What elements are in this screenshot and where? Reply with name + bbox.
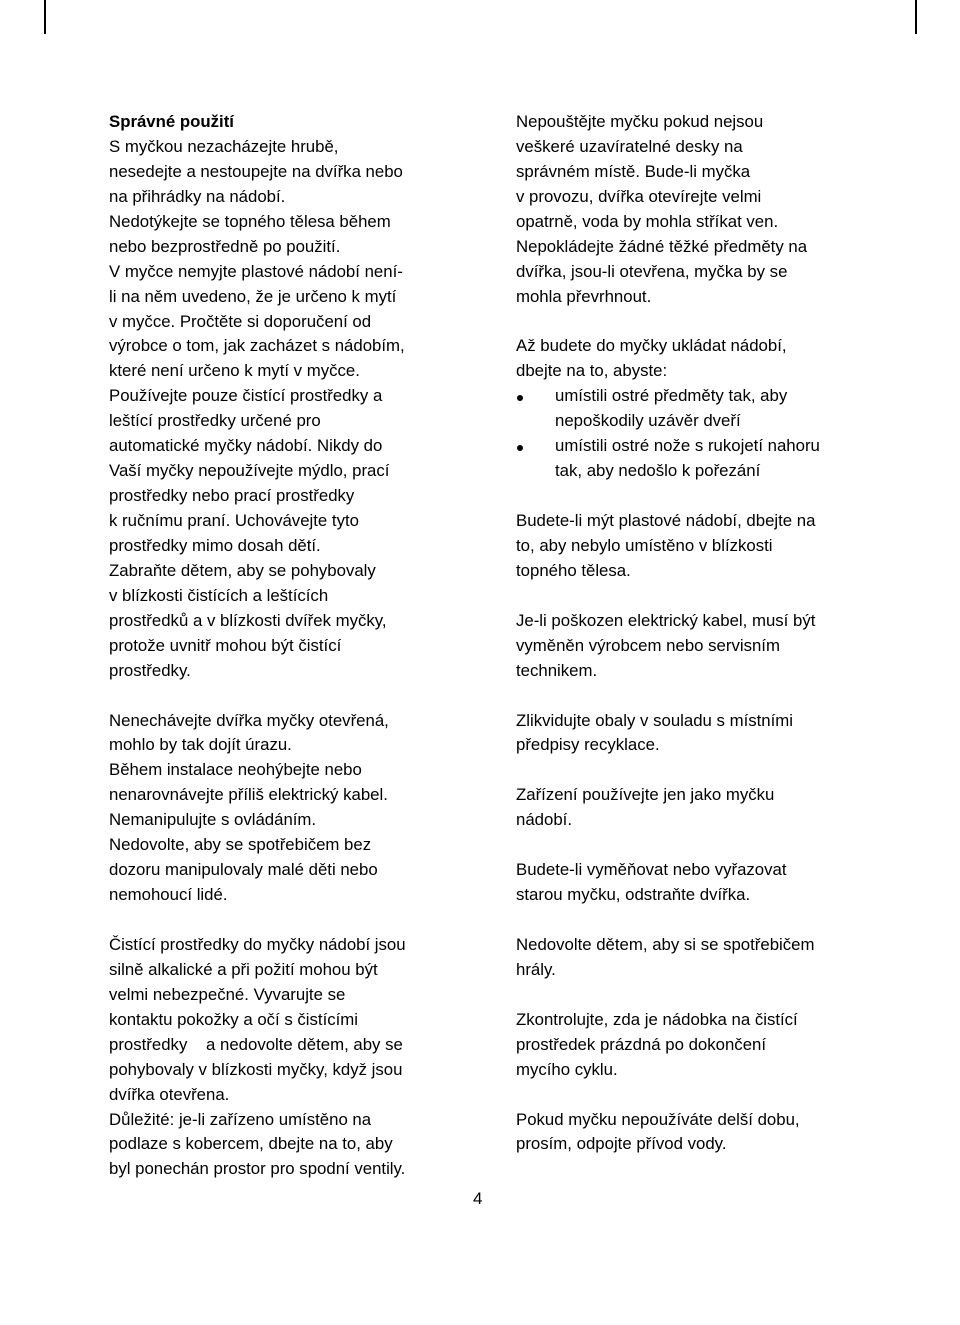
text-line: Je-li poškozen elektrický kabel, musí být xyxy=(516,610,816,630)
text-line: v provozu, dvířka otevírejte velmi xyxy=(516,186,762,206)
page-number: 4 xyxy=(473,1189,483,1208)
text-line: Zabraňte dětem, aby se pohybovaly xyxy=(109,560,376,580)
text-line: Nedovolte dětem, aby si se spotřebičem xyxy=(516,934,815,954)
text-line: starou myčku, odstraňte dvířka. xyxy=(516,885,751,905)
text-line: správném místě. Bude-li myčka xyxy=(516,161,751,181)
section-heading: Správné použití xyxy=(109,112,234,131)
text-line: velmi nebezpečné. Vyvarujte se xyxy=(109,984,346,1004)
text-line: byl ponechán prostor pro spodní ventily. xyxy=(109,1159,406,1179)
text-line: Vaší myčky nepoužívejte mýdlo, prací xyxy=(109,461,390,481)
text-line: S myčkou nezacházejte hrubě, xyxy=(109,136,339,156)
text-line: nádobí. xyxy=(516,810,572,830)
text-line: prostředky nebo prací prostředky xyxy=(109,486,355,506)
text-line: dozoru manipulovaly malé děti nebo xyxy=(109,860,378,880)
text-line: mohla převrhnout. xyxy=(516,286,652,306)
paragraph-gap xyxy=(516,1083,916,1108)
text-line: kontaktu pokožky a očí s čistícími xyxy=(109,1009,359,1029)
text-line: v blízkosti čistících a leštících xyxy=(109,585,329,605)
text-line: vyměněn výrobcem nebo servisním xyxy=(516,635,780,655)
text-line: mohlo by tak dojít úrazu. xyxy=(109,735,292,755)
text-line: Nenechávejte dvířka myčky otevřená, xyxy=(109,710,389,730)
text-line: topného tělesa. xyxy=(516,560,631,580)
bullet-continuation: nepoškodily uzávěr dveří xyxy=(555,411,741,431)
text-line: protože uvnitř mohou být čistící xyxy=(109,635,342,655)
text-line: Budete-li vyměňovat nebo vyřazovat xyxy=(516,860,787,880)
paragraph-gap xyxy=(109,908,469,933)
crop-mark-left xyxy=(44,0,46,34)
text-line: hrály. xyxy=(516,959,556,979)
text-line: Zařízení používejte jen jako myčku xyxy=(516,785,775,805)
bullet-text: umístili ostré předměty tak, aby xyxy=(555,386,788,406)
text-line: Nedotýkejte se topného tělesa během xyxy=(109,211,391,231)
paragraph-gap xyxy=(516,833,916,858)
text-line: opatrně, voda by mohla stříkat ven. xyxy=(516,211,779,231)
text-line: silně alkalické a při požití mohou být xyxy=(109,959,378,979)
text-line: Nepokládejte žádné těžké předměty na xyxy=(516,236,808,256)
text-line: V myčce nemyjte plastové nádobí není- xyxy=(109,261,403,281)
crop-mark-right xyxy=(915,0,917,34)
text-line: pohybovaly v blízkosti myčky, když jsou xyxy=(109,1059,403,1079)
text-line: veškeré uzavíratelné desky na xyxy=(516,136,743,156)
text-line: výrobce o tom, jak zacházet s nádobím, xyxy=(109,336,405,356)
text-line: Čistící prostředky do myčky nádobí jsou xyxy=(109,934,406,954)
paragraph-gap xyxy=(109,684,469,709)
text-line: automatické myčky nádobí. Nikdy do xyxy=(109,436,383,456)
text-line: Důležité: je-li zařízeno umístěno na xyxy=(109,1109,372,1129)
text-line: dbejte na to, abyste: xyxy=(516,361,668,381)
bullet-icon xyxy=(517,395,523,401)
paragraph-gap xyxy=(516,908,916,933)
text-line: dvířka otevřena. xyxy=(109,1084,230,1104)
text-line: nemohoucí lidé. xyxy=(109,885,228,905)
paragraph-gap xyxy=(516,584,916,609)
text-line: v myčce. Pročtěte si doporučení od xyxy=(109,311,372,331)
text-line: Budete-li mýt plastové nádobí, dbejte na xyxy=(516,511,816,530)
text-line: dvířka, jsou-li otevřena, myčka by se xyxy=(516,261,788,281)
right-column xyxy=(516,110,916,1157)
text-line: Až budete do myčky ukládat nádobí, xyxy=(516,336,787,356)
text-line: nebo bezprostředně po použití. xyxy=(109,236,341,256)
paragraph-gap xyxy=(516,758,916,783)
text-line: Nepouštějte myčku pokud nejsou xyxy=(516,112,764,131)
paragraph-gap xyxy=(516,684,916,709)
bullet-item xyxy=(516,384,916,409)
text-line: prostředek prázdná po dokončení xyxy=(516,1034,767,1054)
paragraph-gap xyxy=(516,484,916,509)
bullet-item xyxy=(516,434,916,459)
text-line: to, aby nebylo umístěno v blízkosti xyxy=(516,535,773,555)
text-line: li na něm uvedeno, že je určeno k mytí xyxy=(109,286,397,306)
text-line: prostředky. xyxy=(109,660,191,680)
bullet-icon xyxy=(517,445,523,451)
text-line: které není určeno k mytí v myčce. xyxy=(109,361,360,381)
text-line: Zlikvidujte obaly v souladu s místními xyxy=(516,710,793,730)
text-line: nenarovnávejte příliš elektrický kabel. xyxy=(109,785,388,805)
text-line: Používejte pouze čistící prostředky a xyxy=(109,386,383,406)
text-line: Zkontrolujte, zda je nádobka na čistící xyxy=(516,1009,798,1029)
text-line: na přihrádky na nádobí. xyxy=(109,186,286,206)
text-line: nesedejte a nestoupejte na dvířka nebo xyxy=(109,161,403,181)
paragraph-gap xyxy=(516,983,916,1008)
text-line: prostředků a v blízkosti dvířek myčky, xyxy=(109,610,387,630)
text-line: Během instalace neohýbejte nebo xyxy=(109,760,362,780)
bullet-continuation: tak, aby nedošlo k pořezání xyxy=(555,461,761,481)
text-line: předpisy recyklace. xyxy=(516,735,660,755)
text-line: Nedovolte, aby se spotřebičem bez xyxy=(109,835,372,855)
bullet-text: umístili ostré nože s rukojetí nahoru xyxy=(555,436,820,456)
text-line: Pokud myčku nepoužíváte delší dobu, xyxy=(516,1109,800,1129)
text-line: leštící prostředky určené pro xyxy=(109,411,321,431)
paragraph-gap xyxy=(516,310,916,335)
text-line: podlaze s kobercem, dbejte na to, aby xyxy=(109,1134,393,1154)
text-line: k ručnímu praní. Uchovávejte tyto xyxy=(109,511,359,530)
text-line: prostředky mimo dosah dětí. xyxy=(109,535,321,555)
text-line: mycího cyklu. xyxy=(516,1059,618,1079)
left-column xyxy=(109,110,469,1182)
text-line: prosím, odpojte přívod vody. xyxy=(516,1134,727,1154)
text-line: prostředky a nedovolte dětem, aby se xyxy=(109,1034,403,1054)
text-line: technikem. xyxy=(516,660,598,680)
text-line: Nemanipulujte s ovládáním. xyxy=(109,810,317,830)
